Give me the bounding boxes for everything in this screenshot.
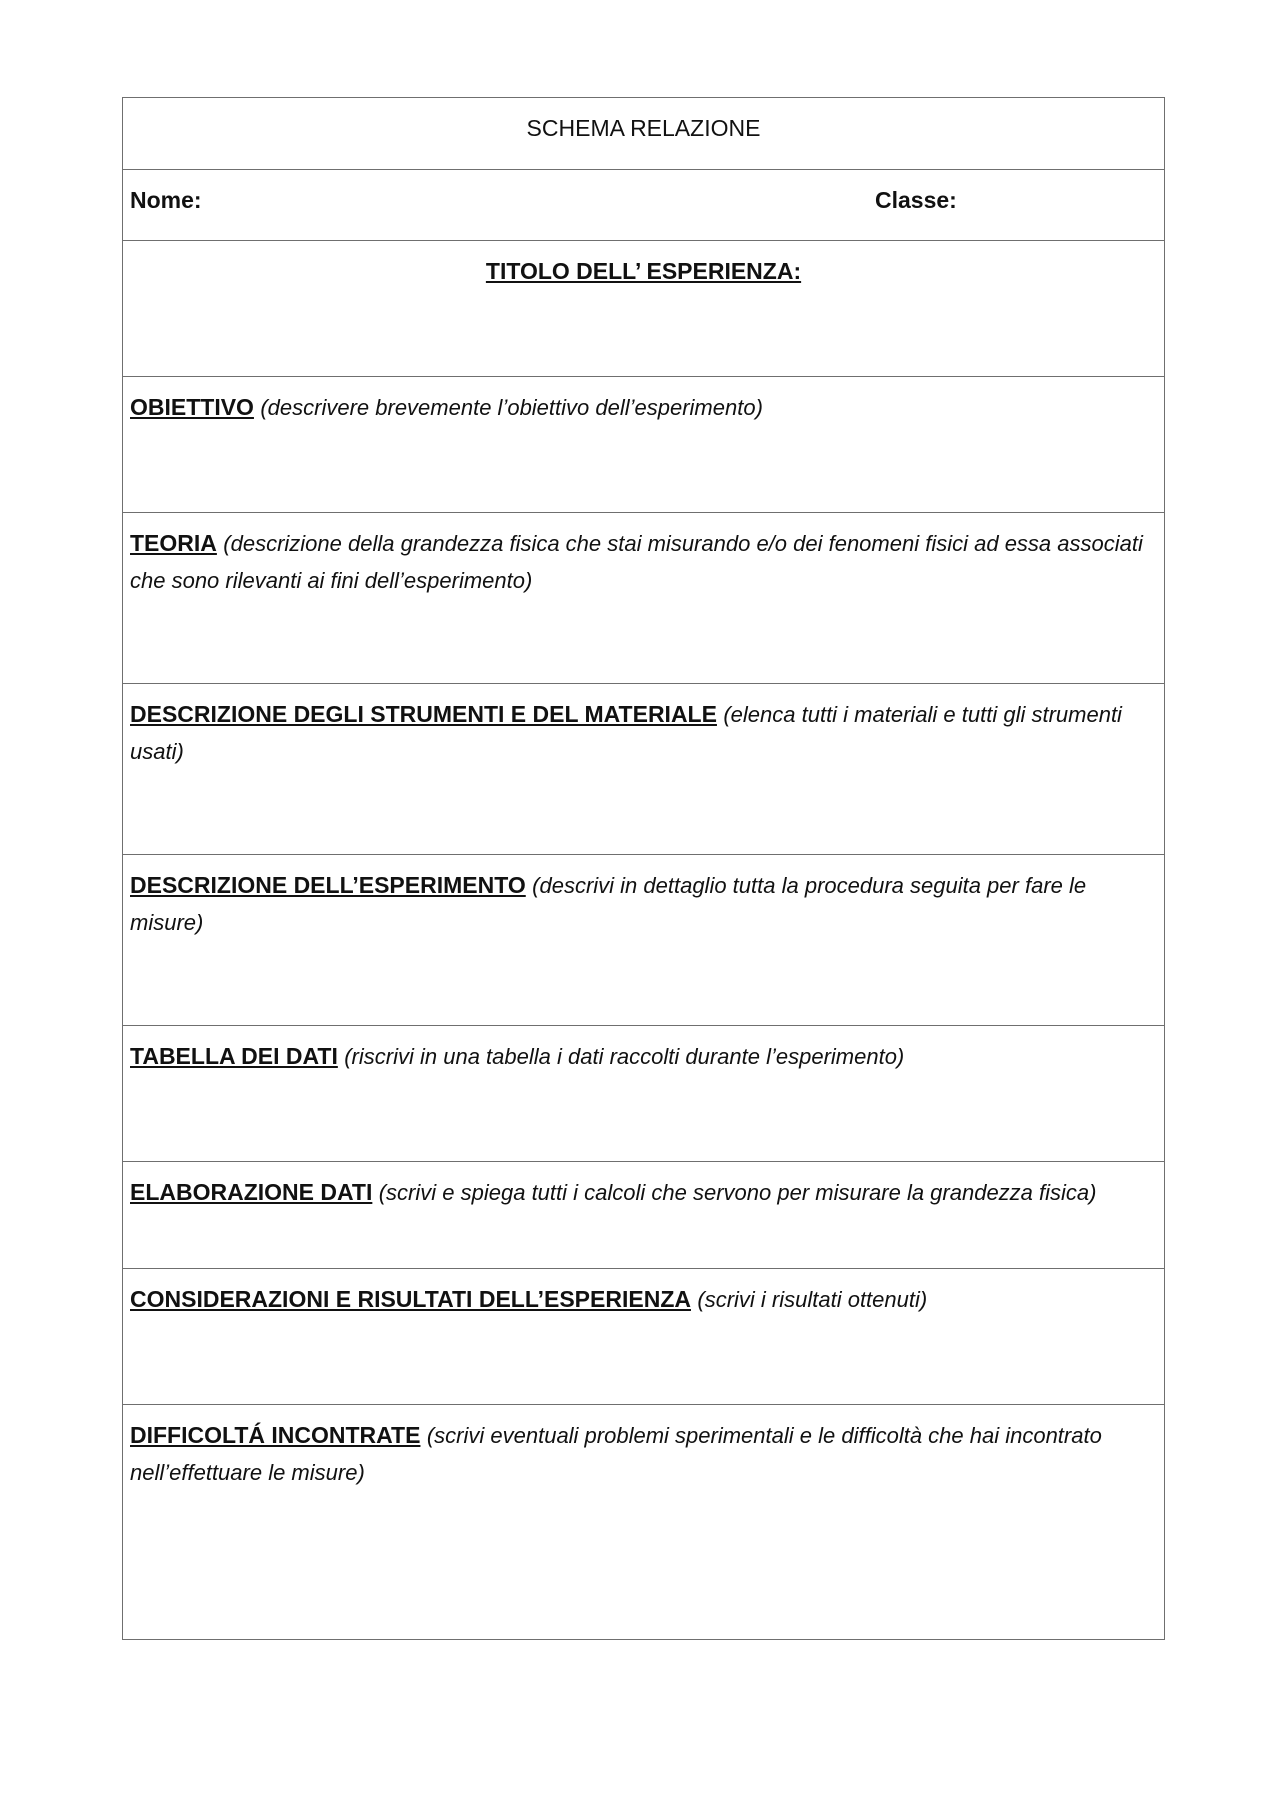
section-data-processing bbox=[123, 1162, 1164, 1269]
section-label: DESCRIZIONE DELL’ESPERIMENTO bbox=[130, 872, 526, 898]
section-label: DESCRIZIONE DEGLI STRUMENTI E DEL MATERIALE bbox=[130, 701, 717, 727]
experience-title-label: TITOLO DELL’ ESPERIENZA: bbox=[485, 258, 802, 284]
section-label: CONSIDERAZIONI E RISULTATI DELL’ESPERIENZA bbox=[130, 1286, 691, 1312]
section-label: TEORIA bbox=[130, 530, 217, 556]
section-description: (scrivi e spiega tutti i calcoli che servono per misurare la grandezza fisica) bbox=[378, 1180, 1097, 1205]
section-description: (scrivi eventuali problemi sperimentali e le difficoltà che hai incontrato nell’effettuare le misure) bbox=[130, 1423, 1102, 1485]
section-description: (riscrivi in una tabella i dati raccolti durante l’esperimento) bbox=[344, 1044, 905, 1069]
section-label: ELABORAZIONE DATI bbox=[130, 1179, 373, 1205]
section-objective bbox=[123, 377, 1164, 513]
section-label: DIFFICOLTÁ INCONTRATE bbox=[130, 1422, 421, 1448]
section-label: OBIETTIVO bbox=[130, 394, 254, 420]
page-title: SCHEMA RELAZIONE bbox=[526, 115, 761, 141]
section-experiment-description bbox=[123, 855, 1164, 1026]
section-description: (elenca tutti i materiali e tutti gli strumenti usati) bbox=[130, 702, 1122, 764]
section-results bbox=[123, 1269, 1164, 1405]
section-description: (scrivi i risultati ottenuti) bbox=[697, 1287, 928, 1312]
experience-title-row bbox=[123, 241, 1164, 377]
section-label: TABELLA DEI DATI bbox=[130, 1043, 338, 1069]
header-row bbox=[123, 98, 1164, 170]
section-difficulties bbox=[123, 1405, 1164, 1639]
section-instruments bbox=[123, 684, 1164, 855]
student-row bbox=[123, 170, 1164, 241]
section-description: (descrizione della grandezza fisica che stai misurando e/o dei fenomeni fisici ad essa associati che sono rilevanti ai fini dell’esperimento) bbox=[130, 531, 1143, 593]
section-description: (descrivere brevemente l’obiettivo dell’esperimento) bbox=[260, 395, 763, 420]
section-theory bbox=[123, 513, 1164, 684]
report-template-table bbox=[122, 97, 1165, 1640]
name-label: Nome: bbox=[130, 187, 202, 213]
section-description: (descrivi in dettaglio tutta la procedura seguita per fare le misure) bbox=[130, 873, 1087, 935]
section-data-table bbox=[123, 1026, 1164, 1162]
class-label: Classe: bbox=[875, 187, 957, 213]
